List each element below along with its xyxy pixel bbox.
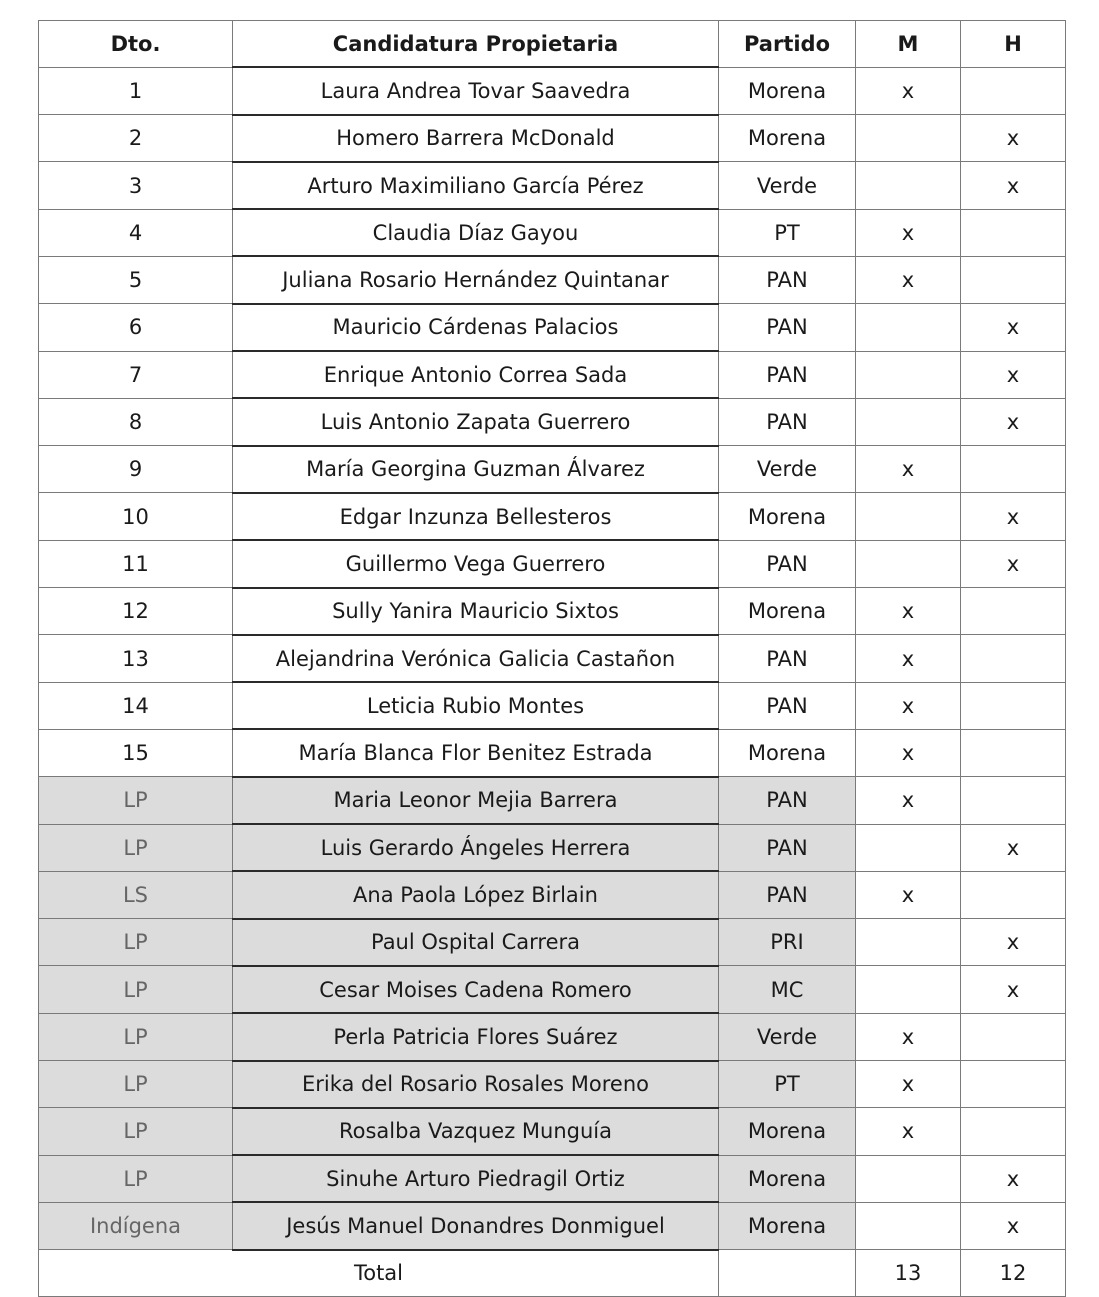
row-h-mark	[961, 446, 1066, 493]
total-partido-empty	[719, 1250, 856, 1297]
row-partido: Morena	[719, 1155, 856, 1202]
row-m-mark	[856, 824, 961, 871]
row-m-mark	[856, 304, 961, 351]
row-h-mark: x	[961, 351, 1066, 398]
row-dto: LP	[39, 1061, 233, 1108]
table-row	[39, 446, 1066, 493]
row-partido: Morena	[719, 115, 856, 162]
row-partido: Morena	[719, 1202, 856, 1249]
row-dto: 1	[39, 67, 233, 114]
row-partido: MC	[719, 966, 856, 1013]
row-m-mark	[856, 493, 961, 540]
row-dto: LP	[39, 1013, 233, 1060]
table-row	[39, 777, 1066, 824]
table-row	[39, 1108, 1066, 1155]
row-dto: 3	[39, 162, 233, 209]
row-candidate-name: Guillermo Vega Guerrero	[233, 540, 719, 587]
row-dto: LP	[39, 919, 233, 966]
row-partido: Verde	[719, 1013, 856, 1060]
row-h-mark: x	[961, 162, 1066, 209]
row-m-mark	[856, 1202, 961, 1249]
row-partido: PAN	[719, 635, 856, 682]
table-row	[39, 209, 1066, 256]
row-h-mark	[961, 729, 1066, 776]
row-h-mark	[961, 777, 1066, 824]
total-h: 12	[961, 1250, 1066, 1297]
total-label: Total	[39, 1250, 719, 1297]
row-h-mark	[961, 871, 1066, 918]
row-dto: Indígena	[39, 1202, 233, 1249]
row-dto: 13	[39, 635, 233, 682]
row-h-mark	[961, 682, 1066, 729]
row-candidate-name: Leticia Rubio Montes	[233, 682, 719, 729]
row-candidate-name: Enrique Antonio Correa Sada	[233, 351, 719, 398]
row-partido: Morena	[719, 588, 856, 635]
row-partido: PAN	[719, 398, 856, 445]
row-dto: LP	[39, 1155, 233, 1202]
table-row	[39, 919, 1066, 966]
table-row	[39, 398, 1066, 445]
row-m-mark	[856, 398, 961, 445]
row-partido: PT	[719, 209, 856, 256]
row-dto: LP	[39, 824, 233, 871]
row-h-mark	[961, 67, 1066, 114]
row-partido: PT	[719, 1061, 856, 1108]
row-m-mark	[856, 1155, 961, 1202]
row-m-mark: x	[856, 446, 961, 493]
row-partido: Verde	[719, 446, 856, 493]
row-partido: PAN	[719, 682, 856, 729]
row-candidate-name: Luis Gerardo Ángeles Herrera	[233, 824, 719, 871]
row-m-mark	[856, 162, 961, 209]
row-m-mark: x	[856, 1061, 961, 1108]
table-row	[39, 304, 1066, 351]
table-row	[39, 256, 1066, 303]
row-dto: LP	[39, 1108, 233, 1155]
row-h-mark	[961, 209, 1066, 256]
header-dto: Dto.	[39, 21, 233, 68]
row-partido: Morena	[719, 493, 856, 540]
table-row	[39, 588, 1066, 635]
row-partido: PRI	[719, 919, 856, 966]
row-dto: 4	[39, 209, 233, 256]
row-dto: LS	[39, 871, 233, 918]
row-m-mark: x	[856, 1108, 961, 1155]
row-candidate-name: Mauricio Cárdenas Palacios	[233, 304, 719, 351]
row-h-mark	[961, 1108, 1066, 1155]
row-candidate-name: Juliana Rosario Hernández Quintanar	[233, 256, 719, 303]
row-candidate-name: Perla Patricia Flores Suárez	[233, 1013, 719, 1060]
row-dto: LP	[39, 966, 233, 1013]
row-dto: 11	[39, 540, 233, 587]
row-dto: 7	[39, 351, 233, 398]
header-partido: Partido	[719, 21, 856, 68]
candidates-table	[38, 20, 1066, 1297]
table-row	[39, 493, 1066, 540]
row-candidate-name: Sully Yanira Mauricio Sixtos	[233, 588, 719, 635]
row-candidate-name: Jesús Manuel Donandres Donmiguel	[233, 1202, 719, 1249]
row-m-mark: x	[856, 209, 961, 256]
total-row	[39, 1250, 1066, 1297]
row-h-mark: x	[961, 919, 1066, 966]
table-row	[39, 1013, 1066, 1060]
header-m: M	[856, 21, 961, 68]
row-dto: 5	[39, 256, 233, 303]
row-m-mark	[856, 351, 961, 398]
row-m-mark: x	[856, 871, 961, 918]
row-h-mark: x	[961, 1202, 1066, 1249]
row-m-mark: x	[856, 67, 961, 114]
row-candidate-name: María Georgina Guzman Álvarez	[233, 446, 719, 493]
row-h-mark: x	[961, 115, 1066, 162]
header-h: H	[961, 21, 1066, 68]
row-m-mark	[856, 540, 961, 587]
row-candidate-name: Luis Antonio Zapata Guerrero	[233, 398, 719, 445]
row-h-mark: x	[961, 493, 1066, 540]
row-h-mark	[961, 256, 1066, 303]
row-partido: PAN	[719, 256, 856, 303]
row-candidate-name: Cesar Moises Cadena Romero	[233, 966, 719, 1013]
row-h-mark: x	[961, 1155, 1066, 1202]
row-candidate-name: Ana Paola López Birlain	[233, 871, 719, 918]
row-partido: PAN	[719, 871, 856, 918]
row-dto: 12	[39, 588, 233, 635]
row-candidate-name: Claudia Díaz Gayou	[233, 209, 719, 256]
row-m-mark: x	[856, 588, 961, 635]
row-partido: Verde	[719, 162, 856, 209]
row-h-mark	[961, 635, 1066, 682]
row-h-mark: x	[961, 398, 1066, 445]
row-h-mark	[961, 588, 1066, 635]
row-m-mark: x	[856, 1013, 961, 1060]
row-m-mark	[856, 115, 961, 162]
row-dto: 14	[39, 682, 233, 729]
row-candidate-name: Maria Leonor Mejia Barrera	[233, 777, 719, 824]
table-row	[39, 115, 1066, 162]
table-row	[39, 1061, 1066, 1108]
row-m-mark	[856, 919, 961, 966]
row-m-mark: x	[856, 635, 961, 682]
row-candidate-name: Alejandrina Verónica Galicia Castañon	[233, 635, 719, 682]
row-candidate-name: Arturo Maximiliano García Pérez	[233, 162, 719, 209]
row-m-mark: x	[856, 256, 961, 303]
row-h-mark: x	[961, 966, 1066, 1013]
row-dto: LP	[39, 777, 233, 824]
row-m-mark: x	[856, 682, 961, 729]
row-candidate-name: Rosalba Vazquez Munguía	[233, 1108, 719, 1155]
row-candidate-name: María Blanca Flor Benitez Estrada	[233, 729, 719, 776]
row-partido: Morena	[719, 1108, 856, 1155]
row-dto: 15	[39, 729, 233, 776]
total-m: 13	[856, 1250, 961, 1297]
row-candidate-name: Laura Andrea Tovar Saavedra	[233, 67, 719, 114]
table-row	[39, 635, 1066, 682]
row-h-mark	[961, 1061, 1066, 1108]
row-dto: 9	[39, 446, 233, 493]
table-row	[39, 871, 1066, 918]
table-row	[39, 824, 1066, 871]
row-dto: 8	[39, 398, 233, 445]
table-row	[39, 729, 1066, 776]
row-partido: Morena	[719, 67, 856, 114]
row-candidate-name: Edgar Inzunza Bellesteros	[233, 493, 719, 540]
table-row	[39, 966, 1066, 1013]
header-candidatura: Candidatura Propietaria	[233, 21, 719, 68]
table-row	[39, 1155, 1066, 1202]
row-candidate-name: Homero Barrera McDonald	[233, 115, 719, 162]
row-dto: 6	[39, 304, 233, 351]
row-h-mark: x	[961, 824, 1066, 871]
row-h-mark: x	[961, 540, 1066, 587]
row-m-mark	[856, 966, 961, 1013]
row-dto: 2	[39, 115, 233, 162]
table-row	[39, 682, 1066, 729]
row-partido: PAN	[719, 777, 856, 824]
row-candidate-name: Sinuhe Arturo Piedragil Ortiz	[233, 1155, 719, 1202]
row-partido: PAN	[719, 540, 856, 587]
row-partido: Morena	[719, 729, 856, 776]
row-h-mark: x	[961, 304, 1066, 351]
table-row	[39, 351, 1066, 398]
row-dto: 10	[39, 493, 233, 540]
row-partido: PAN	[719, 824, 856, 871]
table-row	[39, 1202, 1066, 1249]
row-candidate-name: Erika del Rosario Rosales Moreno	[233, 1061, 719, 1108]
table-row	[39, 162, 1066, 209]
row-partido: PAN	[719, 304, 856, 351]
table-row	[39, 67, 1066, 114]
row-candidate-name: Paul Ospital Carrera	[233, 919, 719, 966]
header-row	[39, 21, 1066, 68]
row-h-mark	[961, 1013, 1066, 1060]
row-m-mark: x	[856, 729, 961, 776]
table-row	[39, 540, 1066, 587]
row-m-mark: x	[856, 777, 961, 824]
row-partido: PAN	[719, 351, 856, 398]
